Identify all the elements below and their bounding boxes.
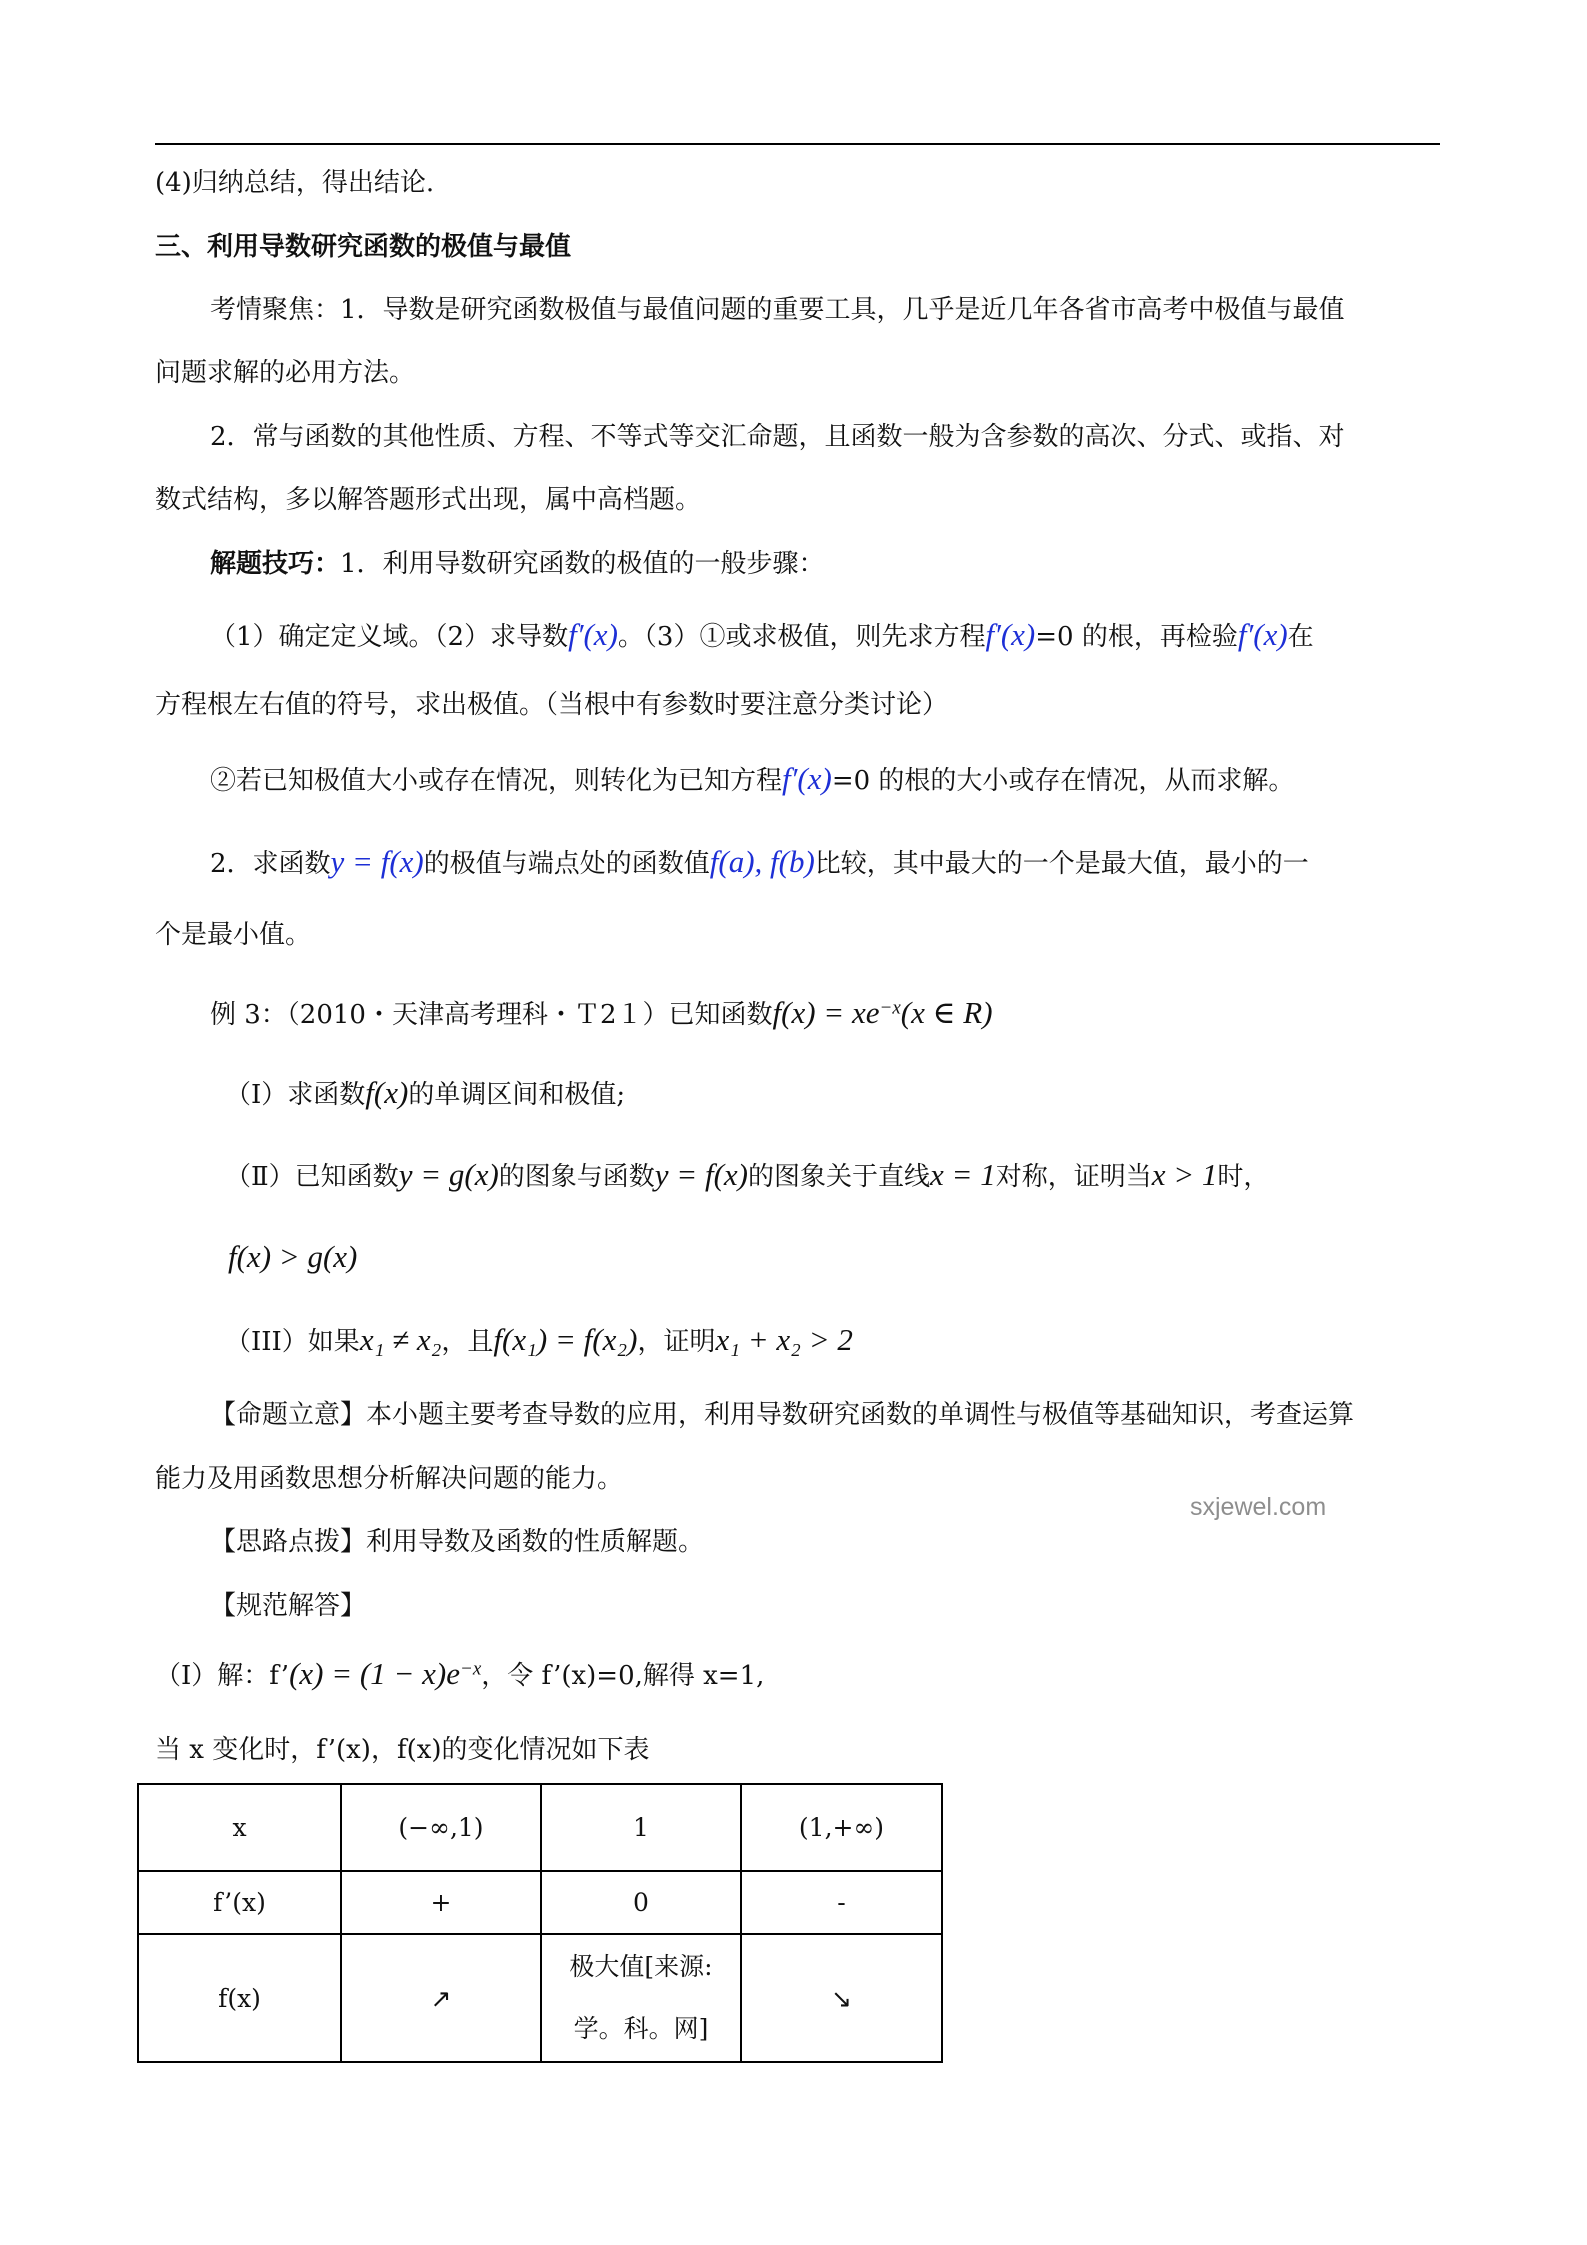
math-fprime-4: f′(x) xyxy=(782,761,832,796)
math-fa-fb: f(a), f(b) xyxy=(709,844,815,879)
tip2-text-c: 比较，其中最大的一个是最大值，最小的一 xyxy=(814,849,1309,879)
question-3 xyxy=(225,1321,853,1358)
q3-text-b: ，且 xyxy=(441,1327,494,1357)
step1-text-c: =0 的根，再检验 xyxy=(1035,622,1238,652)
math-derivative: (x) = (1 − x)e xyxy=(289,1656,460,1691)
tips-text: 1．利用导数研究函数的极值的一般步骤： xyxy=(340,549,825,579)
math-q3-eq: f(x₁) = f(x₂) xyxy=(493,1322,638,1357)
section-heading: 三、利用导数研究函数的极值与最值 xyxy=(155,232,572,262)
table-cell: 0 xyxy=(541,1871,741,1934)
q1-text-b: 的单调区间和极值; xyxy=(408,1080,626,1110)
example-line xyxy=(210,994,993,1031)
watermark: sxjewel.com xyxy=(1190,1493,1327,1521)
math-fprime-1: f′(x) xyxy=(568,617,618,652)
max-label-line2: 学。科。网] xyxy=(573,2014,709,2043)
decreasing-arrow-icon: ↘ xyxy=(741,1934,942,2062)
question-2 xyxy=(225,1156,1269,1193)
table-cell: (−∞,1) xyxy=(341,1784,541,1871)
max-label-line1: 极大值[来源: xyxy=(569,1952,713,1981)
sol-text-b: ，令 f’(x)=0,解得 x=1, xyxy=(481,1661,765,1691)
math-q2-gx: y = g(x) xyxy=(398,1157,499,1192)
math-q2-claim: f(x) > g(x) xyxy=(228,1239,358,1274)
math-example-exp: −x xyxy=(879,997,901,1019)
math-q2-fx: y = f(x) xyxy=(654,1157,748,1192)
focus2-text-line1: 2．常与函数的其他性质、方程、不等式等交汇命题，且函数一般为含参数的高次、分式、或指、对 xyxy=(210,422,1345,452)
math-example-func: f(x) = xe xyxy=(772,995,880,1030)
step2-text-a: ②若已知极值大小或存在情况，则转化为已知方程 xyxy=(210,766,783,796)
table-row xyxy=(138,1784,942,1871)
math-fprime-3: f′(x) xyxy=(1237,617,1288,652)
step-4-text: (4)归纳总结，得出结论. xyxy=(155,168,435,198)
step1-line2: 方程根左右值的符号，求出极值。（当根中有参数时要注意分类讨论） xyxy=(155,690,949,720)
example-label: 例 3：（2010・天津高考理科・Ｔ2１）已知函数 xyxy=(210,1000,773,1030)
table-row xyxy=(138,1934,942,2062)
step1-text-d: 在 xyxy=(1287,622,1314,652)
variation-table xyxy=(137,1783,943,2063)
math-derivative-exp: −x xyxy=(460,1658,482,1680)
q2-text-a: （Ⅱ）已知函数 xyxy=(225,1162,399,1192)
q3-text-a: （III）如果 xyxy=(225,1327,360,1357)
table-cell: (1,+∞) xyxy=(741,1784,942,1871)
q2-text-c: 的图象关于直线 xyxy=(748,1162,931,1192)
math-q1-fx: f(x) xyxy=(365,1075,409,1110)
q1-text-a: （Ⅰ）求函数 xyxy=(225,1080,366,1110)
hint-line: 【思路点拨】利用导数及函数的性质解题。 xyxy=(210,1527,705,1557)
solution-line2: 当 x 变化时，f’(x)，f(x)的变化情况如下表 xyxy=(155,1735,650,1765)
intent-line2: 能力及用函数思想分析解决问题的能力。 xyxy=(155,1464,624,1494)
table-cell-max xyxy=(541,1934,741,2062)
sol-text-a: （Ⅰ）解：f’ xyxy=(155,1661,290,1691)
math-example-domain: (x ∈ R) xyxy=(900,995,993,1030)
step1-text-a: （1）确定定义域。（2）求导数 xyxy=(210,622,569,652)
increasing-arrow-icon: ↗ xyxy=(341,1934,541,2062)
header-rule xyxy=(155,143,1440,145)
tip2-text-b: 的极值与端点处的函数值 xyxy=(423,849,710,879)
math-q2-cond: x > 1 xyxy=(1151,1157,1218,1192)
focus-text-line1: 考情聚焦：1．导数是研究函数极值与最值问题的重要工具，几乎是近几年各省市高考中极值与最值 xyxy=(210,295,1345,325)
solution-line1 xyxy=(155,1655,764,1692)
table-cell: + xyxy=(341,1871,541,1934)
tips-label: 解题技巧： xyxy=(210,549,341,579)
table-cell: f’(x) xyxy=(138,1871,341,1934)
table-cell: - xyxy=(741,1871,942,1934)
math-q3-neq: x₁ ≠ x₂ xyxy=(359,1322,442,1357)
tip2-line1 xyxy=(210,843,1309,880)
math-q2-line: x = 1 xyxy=(930,1157,996,1192)
tip2-text-a: 2．求函数 xyxy=(210,849,331,879)
step2-text-b: =0 的根的大小或存在情况，从而求解。 xyxy=(831,766,1295,796)
math-q3-claim: x₁ + x₂ > 2 xyxy=(715,1322,853,1357)
question-1 xyxy=(225,1074,625,1111)
focus-text-line2: 问题求解的必用方法。 xyxy=(155,358,416,388)
math-fprime-2: f′(x) xyxy=(985,617,1036,652)
q2-text-b: 的图象与函数 xyxy=(498,1162,655,1192)
table-cell: f(x) xyxy=(138,1934,341,2062)
step2-line xyxy=(210,760,1294,797)
focus2-text-line2: 数式结构，多以解答题形式出现，属中高档题。 xyxy=(155,485,702,515)
math-y-eq-fx: y = f(x) xyxy=(330,844,424,879)
tip2-line2: 个是最小值。 xyxy=(155,920,312,950)
q2-text-e: 时， xyxy=(1217,1162,1270,1192)
table-cell: x xyxy=(138,1784,341,1871)
table-cell: 1 xyxy=(541,1784,741,1871)
q3-text-c: ，证明 xyxy=(637,1327,716,1357)
intent-line1: 【命题立意】本小题主要考查导数的应用，利用导数研究函数的单调性与极值等基础知识，考查运算 xyxy=(210,1400,1355,1430)
table-row xyxy=(138,1871,942,1934)
q2-text-d: 对称，证明当 xyxy=(995,1162,1152,1192)
answer-label: 【规范解答】 xyxy=(210,1591,367,1621)
tips-paragraph xyxy=(210,549,825,580)
step1-text-b: 。（3）①或求极值，则先求方程 xyxy=(617,622,986,652)
step1-line1 xyxy=(210,616,1314,653)
